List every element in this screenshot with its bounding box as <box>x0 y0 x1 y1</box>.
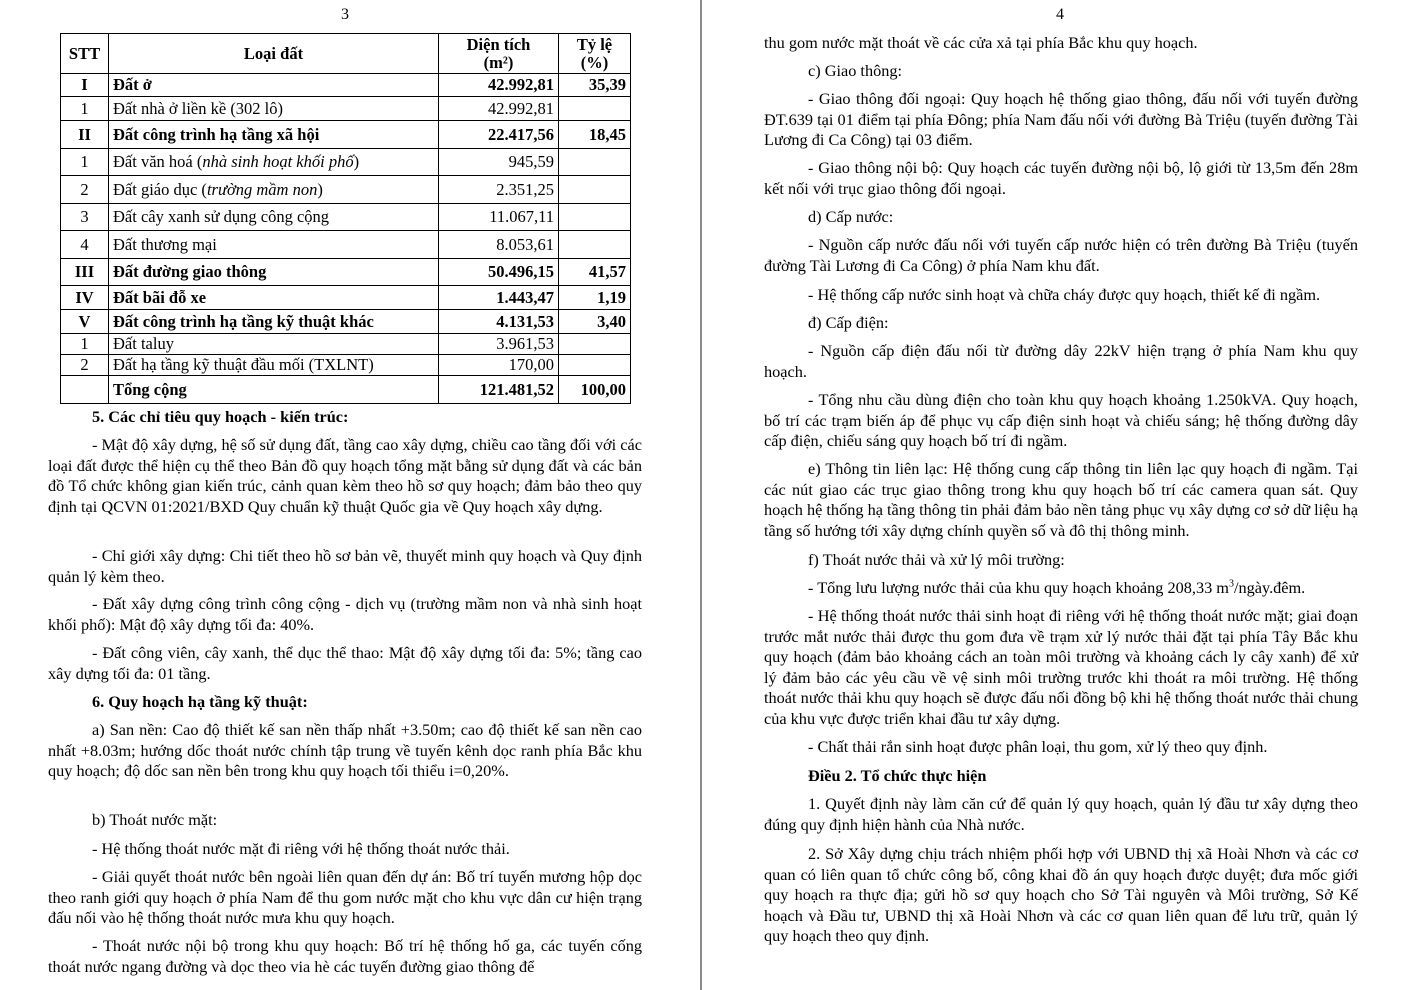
table-row <box>61 97 631 121</box>
cell-area: 42.992,81 <box>439 97 559 121</box>
cell-pct <box>559 231 631 259</box>
table-row <box>61 74 631 97</box>
cell-pct: 35,39 <box>559 74 631 97</box>
cell-area: 121.481,52 <box>439 376 559 404</box>
cell-pct: 18,45 <box>559 121 631 149</box>
paragraph-f3: - Chất thải rắn sinh hoạt được phân loại, thu gom, xử lý theo quy định. <box>808 737 1268 756</box>
cell-name: Đất công trình hạ tầng xã hội <box>109 121 439 149</box>
paragraph-f2: - Hệ thống thoát nước thải sinh hoạt đi riêng với hệ thống thoát nước mặt; giai đoạn trước mắt nước thải được thu gom đưa về trạm xử lý nước thải đặt tại phía Tây Bắc khu quy hoạch (đảm bảo khoảng cách an toàn môi trường và khoảng cách ly cây xanh) để xử lý đảm bảo các yêu cầu về vệ sinh môi trường trước khi thoát ra môi trường. Hệ thống thoát nước thải khu quy hoạch sẽ được đấu nối đồng bộ khi hệ thống thoát nước thải chung của khu vực được triển khai đầu tư xây dựng. <box>764 606 1358 728</box>
cell-pct: 3,40 <box>559 310 631 334</box>
cell-name-italic: trường mầm non <box>206 179 318 199</box>
paragraph-dd1: - Nguồn cấp điện đấu nối từ đường dây 22kV hiện trạng ở phía Nam khu quy hoạch. <box>764 341 1358 381</box>
paragraph-e1: e) Thông tin liên lạc: Hệ thống cung cấp thông tin liên lạc quy hoạch đi ngầm. Tại các nút giao các trục giao thông trong khu quy hoạch bố trí các camera quan sát. Quy hoạch hệ thống hạ tầng thông tin phải đảm bảo nền tảng phục vụ xây dựng cơ sở dữ liệu hạ tầng số hướng tới xây dựng chính quyền số và đô thị thông minh. <box>764 459 1358 540</box>
cell-name: Đất nhà ở liền kề (302 lô) <box>109 97 439 121</box>
paragraph-5-2: - Chỉ giới xây dựng: Chi tiết theo hồ sơ bản vẽ, thuyết minh quy hoạch và Quy định quản lý kèm theo. <box>48 546 642 586</box>
cell-pct <box>559 176 631 204</box>
table-total-row <box>61 376 631 404</box>
header-ty-le <box>559 34 631 74</box>
cell-name-italic: nhà sinh hoạt khối phố <box>202 152 354 171</box>
cell-stt: 2 <box>61 355 109 376</box>
table-row <box>61 310 631 334</box>
section-d-heading: d) Cấp nước: <box>808 207 894 226</box>
table-row <box>61 121 631 149</box>
header-dien-tich <box>439 34 559 74</box>
section-dd-heading: đ) Cấp điện: <box>808 313 889 332</box>
paragraph-f1-superscript: 3 <box>1228 578 1234 590</box>
cell-area: 4.131,53 <box>439 310 559 334</box>
section-f-heading: f) Thoát nước thải và xử lý môi trường: <box>808 550 1065 569</box>
cell-name-end: ) <box>317 179 323 199</box>
cell-name-text: Đất văn hoá ( <box>113 152 203 171</box>
cell-pct <box>559 149 631 176</box>
cell-stt: 3 <box>61 204 109 231</box>
cell-stt: IV <box>61 286 109 310</box>
paragraph-5-3: - Đất xây dựng công trình công cộng - dịch vụ (trường mầm non và nhà sinh hoạt khối phố): Mật độ xây dựng tối đa: 40%. <box>48 594 642 634</box>
table-row <box>61 231 631 259</box>
table-header-row <box>61 34 631 74</box>
cell-pct: 100,00 <box>559 376 631 404</box>
cell-name: Đất hạ tầng kỹ thuật đầu mối (TXLNT) <box>109 355 439 376</box>
cell-name: Đất bãi đỗ xe <box>109 286 439 310</box>
cell-name: Đất thương mại <box>109 231 439 259</box>
paragraph-5-1: - Mật độ xây dựng, hệ số sử dụng đất, tầng cao xây dựng, chiều cao tầng đối với các loại đất được thể hiện cụ thể theo Bản đồ quy hoạch tổng mặt bằng sử dụng đất và các bản đồ Tổ chức không gian kiến trúc, cảnh quan kèm theo hồ sơ quy hoạch; đảm bảo theo quy định tại QCVN 01:2021/BXD Quy chuẩn kỹ thuật Quốc gia về Quy hoạch xây dựng. <box>48 435 642 516</box>
cell-name: Đất công trình hạ tầng kỹ thuật khác <box>109 310 439 334</box>
land-use-table <box>60 33 631 404</box>
paragraph-article-2-1: 1. Quyết định này làm căn cứ để quản lý quy hoạch, quản lý đầu tư xây dựng theo đúng quy định hiện hành của Nhà nước. <box>764 794 1358 834</box>
cell-stt: II <box>61 121 109 149</box>
paragraph-d1: - Nguồn cấp nước đấu nối với tuyến cấp nước hiện có trên đường Bà Triệu (tuyến đường Tài Lương đi Ca Công) ở phía Nam khu đất. <box>764 235 1358 275</box>
cell-stt: V <box>61 310 109 334</box>
paragraph-6-a: a) San nền: Cao độ thiết kế san nền thấp nhất +3.50m; cao độ thiết kế san nền cao nhất +8.03m; hướng dốc thoát nước chính tập trung về tuyến kênh dọc ranh phía Bắc khu quy hoạch; độ dốc san nền bên trong khu quy hoạch tối thiểu i=0,20%. <box>48 720 642 780</box>
paragraph-continued: thu gom nước mặt thoát về các cửa xả tại phía Bắc khu quy hoạch. <box>764 33 1198 52</box>
header-dien-tich-unit: (m²) <box>483 52 514 72</box>
paragraph-6-b: b) Thoát nước mặt: <box>92 810 218 829</box>
header-dien-tich-label: Diện tích <box>466 34 531 54</box>
cell-stt: 4 <box>61 231 109 259</box>
cell-stt: 1 <box>61 97 109 121</box>
paragraph-dd2: - Tổng nhu cầu dùng điện cho toàn khu quy hoạch khoảng 1.250kVA. Quy hoạch, bố trí các trạm biến áp để phục vụ cấp điện sinh hoạt và chiếu sáng; hệ thống đường dây cấp điện, chiếu sáng quy hoạch bố trí đi ngầm. <box>764 390 1358 450</box>
page-number: 4 <box>1056 6 1064 23</box>
table-row <box>61 334 631 355</box>
cell-stt: 1 <box>61 149 109 176</box>
cell-name: Đất cây xanh sử dụng công cộng <box>109 204 439 231</box>
cell-area: 11.067,11 <box>439 204 559 231</box>
cell-stt <box>61 376 109 404</box>
cell-area: 945,59 <box>439 149 559 176</box>
header-ty-le-unit: (%) <box>580 52 609 72</box>
paragraph-c1: - Giao thông đối ngoại: Quy hoạch hệ thống giao thông, đấu nối với tuyến đường ĐT.639 tại 01 điểm tại phía Đông; phía Nam đấu nối với đường Bà Triệu (tuyến đường Tài Lương đi Ca Công) tại 03 điểm. <box>764 89 1358 149</box>
paragraph-f1 <box>764 578 1358 599</box>
paragraph-6-b1: - Hệ thống thoát nước mặt đi riêng với hệ thống thoát nước thải. <box>92 839 510 858</box>
paragraph-c2: - Giao thông nội bộ: Quy hoạch các tuyến đường nội bộ, lộ giới từ 13,5m đến 28m kết nối với trục giao thông đối ngoại. <box>764 158 1358 198</box>
cell-name <box>109 176 439 204</box>
section-6-heading: 6. Quy hoạch hạ tầng kỹ thuật: <box>92 692 308 711</box>
paragraph-f1-unit: /ngày.đêm. <box>1233 578 1306 597</box>
cell-area: 1.443,47 <box>439 286 559 310</box>
section-c-heading: c) Giao thông: <box>808 61 903 80</box>
cell-area: 170,00 <box>439 355 559 376</box>
table-row <box>61 149 631 176</box>
cell-area: 42.992,81 <box>439 74 559 97</box>
table-row <box>61 176 631 204</box>
cell-name-end: ) <box>353 152 360 171</box>
cell-stt: III <box>61 259 109 286</box>
cell-stt: 1 <box>61 334 109 355</box>
cell-name <box>109 149 439 176</box>
paragraph-6-b3: - Thoát nước nội bộ trong khu quy hoạch: Bố trí hệ thống hố ga, các tuyến cống thoát nước ngang đường và dọc theo via hè các tuyến đường giao thông để <box>48 936 642 976</box>
cell-area: 22.417,56 <box>439 121 559 149</box>
table-row <box>61 204 631 231</box>
paragraph-6-b2: - Giải quyết thoát nước bên ngoài liên quan đến dự án: Bố trí tuyến mương hộp dọc theo ranh giới quy hoạch ở phía Nam để thu gom nước mặt cho khu vực dân cư hiện trạng đấu nối vào hệ thống thoát nước mưa khu quy hoạch. <box>48 867 642 927</box>
cell-pct <box>559 204 631 231</box>
paragraph-article-2-2: 2. Sở Xây dựng chịu trách nhiệm phối hợp với UBND thị xã Hoài Nhơn và các cơ quan có liên quan tổ chức công bố, công khai đồ án quy hoạch được duyệt; đưa mốc giới quy hoạch ra thực địa; gửi hồ sơ quy hoạch cho Sở Tài nguyên và Môi trường, Sở Kế hoạch và Đầu tư, UBND thị xã Hoài Nhơn và các cơ quan liên quan để lưu trữ, quản lý quy hoạch theo quy định. <box>764 844 1358 945</box>
header-ty-le-label: Tỷ lệ <box>576 34 613 54</box>
cell-area: 2.351,25 <box>439 176 559 204</box>
paragraph-5-4: - Đất công viên, cây xanh, thể dục thể thao: Mật độ xây dựng tối đa: 5%; tầng cao xây dựng tối đa: 01 tầng. <box>48 643 642 683</box>
cell-stt: 2 <box>61 176 109 204</box>
cell-pct <box>559 97 631 121</box>
cell-name: Đất taluy <box>109 334 439 355</box>
cell-name: Tổng cộng <box>109 376 439 404</box>
cell-area: 8.053,61 <box>439 231 559 259</box>
header-stt: STT <box>61 34 109 74</box>
section-5-heading: 5. Các chỉ tiêu quy hoạch - kiến trúc: <box>92 407 349 426</box>
cell-pct: 1,19 <box>559 286 631 310</box>
table-row <box>61 355 631 376</box>
page-right <box>702 0 1408 990</box>
page-left <box>0 0 700 990</box>
cell-area: 50.496,15 <box>439 259 559 286</box>
page-number: 3 <box>341 6 349 23</box>
header-loai-dat: Loại đất <box>109 34 439 74</box>
cell-pct <box>559 355 631 376</box>
cell-area: 3.961,53 <box>439 334 559 355</box>
article-2-heading: Điều 2. Tổ chức thực hiện <box>808 766 987 785</box>
cell-name-text: Đất giáo dục ( <box>113 179 207 199</box>
cell-name: Đất ở <box>109 74 439 97</box>
table-row <box>61 259 631 286</box>
table-row <box>61 286 631 310</box>
cell-pct <box>559 334 631 355</box>
paragraph-f1-text: - Tổng lưu lượng nước thải của khu quy hoạch khoảng 208,33 m <box>808 578 1229 597</box>
cell-name: Đất đường giao thông <box>109 259 439 286</box>
cell-stt: I <box>61 74 109 97</box>
cell-pct: 41,57 <box>559 259 631 286</box>
paragraph-d2: - Hệ thống cấp nước sinh hoạt và chữa cháy được quy hoạch, thiết kế đi ngầm. <box>808 285 1321 304</box>
